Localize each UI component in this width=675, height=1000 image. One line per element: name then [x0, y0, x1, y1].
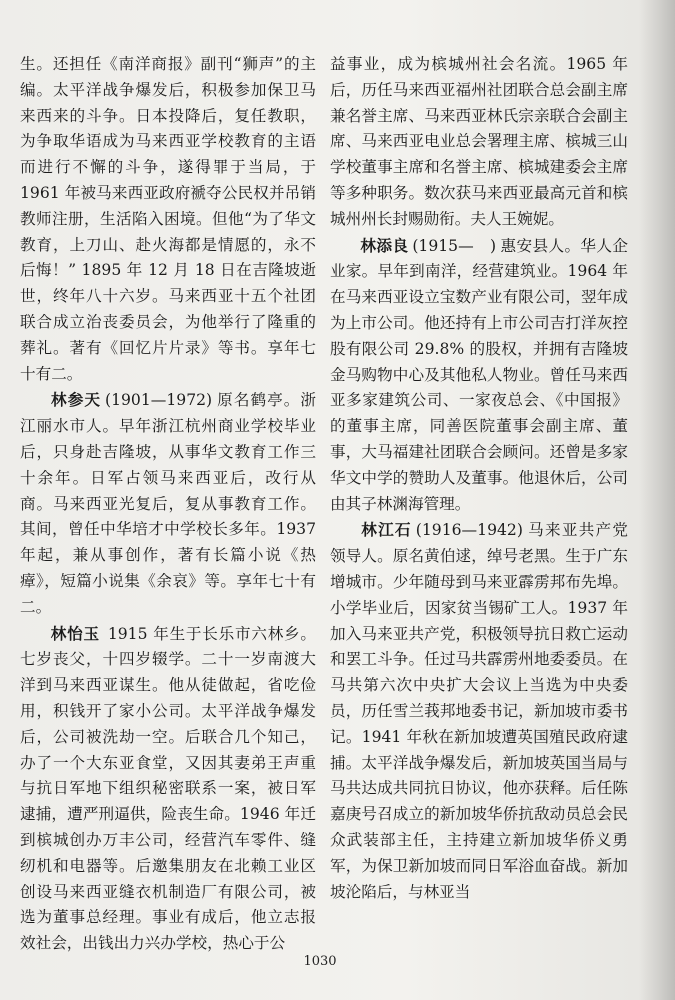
entry-dates: (1916—1942) [415, 521, 523, 540]
biography-entry [330, 233, 628, 518]
left-column [20, 52, 316, 953]
page-number: 1030 [303, 954, 337, 969]
entry-text: 原名鹤亭。浙江丽水市人。早年浙江杭州商业学校毕业后，只身赴吉隆坡，从事华文教育工作三十余年。日军占领马来西亚后，改行从商。马来西亚光复后，复从事教育工作。其间，曾任中华培才中学校长多年。1937 年起，兼从事创作，著有长篇小说《热瘴》，短篇小说集《余哀》等。享年七十有二。 [20, 391, 316, 616]
entry-dates: (1901—1972) [104, 391, 213, 410]
entry-text: 马来亚共产党领导人。原名黄伯逑，绰号老黑。生于广东增城市。少年随母到马来亚霹雳邦布先埠。小学毕业后，因家贫当锡矿工人。1937 年加入马来亚共产党，积极领导抗日救亡运动和罢工斗争。任过马共霹雳州地委委员。在马共第六次中央扩大会议上当选为中央委员，历任雪兰莪邦地委书记，新加坡市委书记。1941 年秋在新加坡遭英国殖民政府逮捕。太平洋战争爆发后，新加坡英国当局与马共达成共同抗日协议，他亦获释。后任陈嘉庚号召成立的新加坡华侨抗敌动员总会民众武装部主任，主持建立新加坡华侨义勇军，为保卫新加坡而同日军浴血奋战。新加坡沦陷后，与林亚当 [330, 521, 628, 901]
biography-entry [20, 387, 316, 620]
page-gutter-shadow [639, 0, 675, 1000]
entry-name: 林添良 [360, 235, 409, 255]
biography-entry [330, 517, 628, 905]
right-column [330, 52, 628, 932]
continued-paragraph: 生。还担任《南洋商报》副刊“狮声”的主编。太平洋战争爆发后，积极参加保卫马来西来的斗争。日本投降后，复任教职，为争取华语成为马来西亚学校教育的主语而进行不懈的斗争，遂得罪于当局，于 1961 年被马来西亚政府褫夺公民权并吊销教师注册，生活陷入困境。但他“为了华文教育，上刀山、赴火海都是情愿的，永不后悔！” 1895 年 12 月 18 日在吉隆坡逝世，终年八十六岁。马来西亚十五个社团联合成立治丧委员会，为他举行了隆重的葬礼。著有《回忆片片录》等书。享年七十有二。 [20, 55, 316, 383]
entry-dates: (1915— ) [412, 236, 497, 255]
biography-entry [20, 621, 316, 957]
entry-name: 林怡玉 [50, 623, 100, 643]
continued-paragraph: 益事业，成为槟城州社会名流。1965 年后，历任马来西亚福州社团联合总会副主席兼名誉主席、马来西亚林氏宗亲联合会副主席、马来西亚电业总会署理主席、槟城三山学校董事主席和名誉主席、槟城建委会主席等多种职务。数次获马来西亚最高元首和槟城州州长封赐勋衔。夫人王婉妮。 [330, 55, 628, 228]
entry-text: 1915 年生于长乐市六林乡。七岁丧父，十四岁辍学。二十一岁南渡大洋到马来西亚谋生。他从徒做起，省吃俭用，积钱开了家小公司。太平洋战争爆发后，公司被洗劫一空。后联合几个知己，办了一个大东亚食堂，又因其妻弟王声重与抗日军地下组织秘密联系一案，被日军逮捕，遭严刑逼供，险丧生命。1946 年迁到槟城创办万丰公司，经营汽车零件、缝纫机和电器等。后邀集朋友在北赖工业区创设马来西亚缝衣机制造厂有限公司，被选为董事总经理。事业有成后，他立志报效社会，出钱出力兴办学校，热心于公 [20, 624, 316, 953]
entry-name: 林参天 [50, 390, 101, 410]
entry-text: 惠安县人。华人企业家。早年到南洋，经营建筑业。1964 年在马来西亚设立宝数产业有限公司，翌年成为上市公司。他还持有上市公司吉打洋灰控股有限公司 29.8% 的股权，并拥有吉隆坡金马购物中心及其他私人物业。曾任马来西亚多家建筑公司、一家夜总会、《中国报》的董事主席，同善医院董事会副主席、董事，大马福建社团联合会顾问。还曾是多家华文中学的赞助人及董事。他退休后，公司由其子林渊海管理。 [330, 236, 628, 513]
entry-name: 林江石 [360, 520, 412, 540]
